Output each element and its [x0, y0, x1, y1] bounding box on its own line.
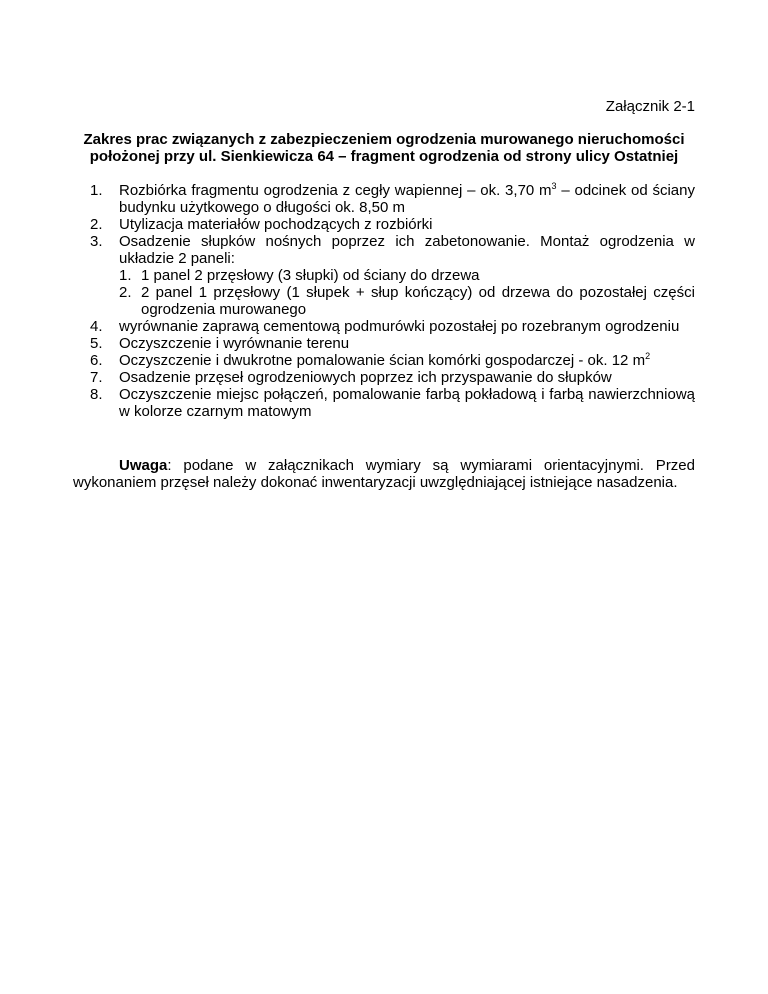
item-number: 8.	[90, 386, 103, 403]
item-number: 1.	[90, 182, 103, 199]
list-item	[90, 386, 695, 420]
sublist-item	[119, 267, 695, 284]
list-item	[90, 216, 695, 233]
item-text: Utylizacja materiałów pochodzących z rozbiórki	[119, 216, 433, 233]
annex-label: Załącznik 2-1	[605, 98, 695, 115]
item-text-continued: – odcinek od ściany budynku użytkowego o długości ok. 8,50 m	[119, 182, 695, 216]
note-label: Uwaga	[119, 457, 168, 474]
item-number: 3.	[90, 233, 103, 250]
item-text: Oczyszczenie i wyrównanie terenu	[119, 335, 350, 352]
item-text: Oczyszczenie i dwukrotne pomalowanie ścian komórki gospodarczej - ok. 12 m	[119, 352, 646, 369]
sublist-item	[119, 284, 695, 318]
item-text: Osadzenie przęseł ogrodzeniowych poprzez ich przyspawanie do słupków	[119, 369, 612, 386]
item-text: Oczyszczenie miejsc połączeń, pomalowanie farbą pokładową i farbą nawierzchniową w kolorze czarnym matowym	[119, 386, 695, 420]
item-number: 7.	[90, 369, 103, 386]
note-paragraph	[73, 457, 695, 491]
item-superscript: 3	[551, 181, 557, 191]
list-item	[90, 369, 695, 386]
item-text: Rozbiórka fragmentu ogrodzenia z cegły wapiennej – ok. 3,70 m	[119, 182, 552, 199]
panel-sublist	[119, 267, 695, 318]
list-item	[90, 233, 695, 318]
item-number: 5.	[90, 335, 103, 352]
subitem-number: 1.	[119, 267, 132, 284]
list-item	[90, 352, 695, 369]
list-item	[90, 318, 695, 335]
item-number: 2.	[90, 216, 103, 233]
title-line-1: Zakres prac związanych z zabezpieczeniem ogrodzenia murowanego nieruchomości	[83, 131, 685, 148]
item-number: 6.	[90, 352, 103, 369]
title-line-2: położonej przy ul. Sienkiewicza 64 – fragment ogrodzenia od strony ulicy Ostatniej	[89, 148, 679, 165]
document-title	[70, 131, 698, 165]
item-text: Osadzenie słupków nośnych poprzez ich zabetonowanie. Montaż ogrodzenia w układzie 2 paneli:	[119, 233, 695, 267]
subitem-text: 2 panel 1 przęsłowy (1 słupek + słup kończący) od drzewa do pozostałej części ogrodzenia murowanego	[141, 284, 695, 318]
work-items-list	[90, 182, 695, 420]
subitem-number: 2.	[119, 284, 132, 301]
item-number: 4.	[90, 318, 103, 335]
item-superscript: 2	[645, 351, 651, 361]
subitem-text: 1 panel 2 przęsłowy (3 słupki) od ściany do drzewa	[141, 267, 480, 284]
note-text: : podane w załącznikach wymiary są wymiarami orientacyjnymi. Przed wykonaniem przęseł należy dokonać inwentaryzacji uwzględniającej istniejące nasadzenia.	[73, 457, 695, 491]
list-item	[90, 182, 695, 216]
list-item	[90, 335, 695, 352]
item-text: wyrównanie zaprawą cementową podmurówki pozostałej po rozebranym ogrodzeniu	[119, 318, 680, 335]
